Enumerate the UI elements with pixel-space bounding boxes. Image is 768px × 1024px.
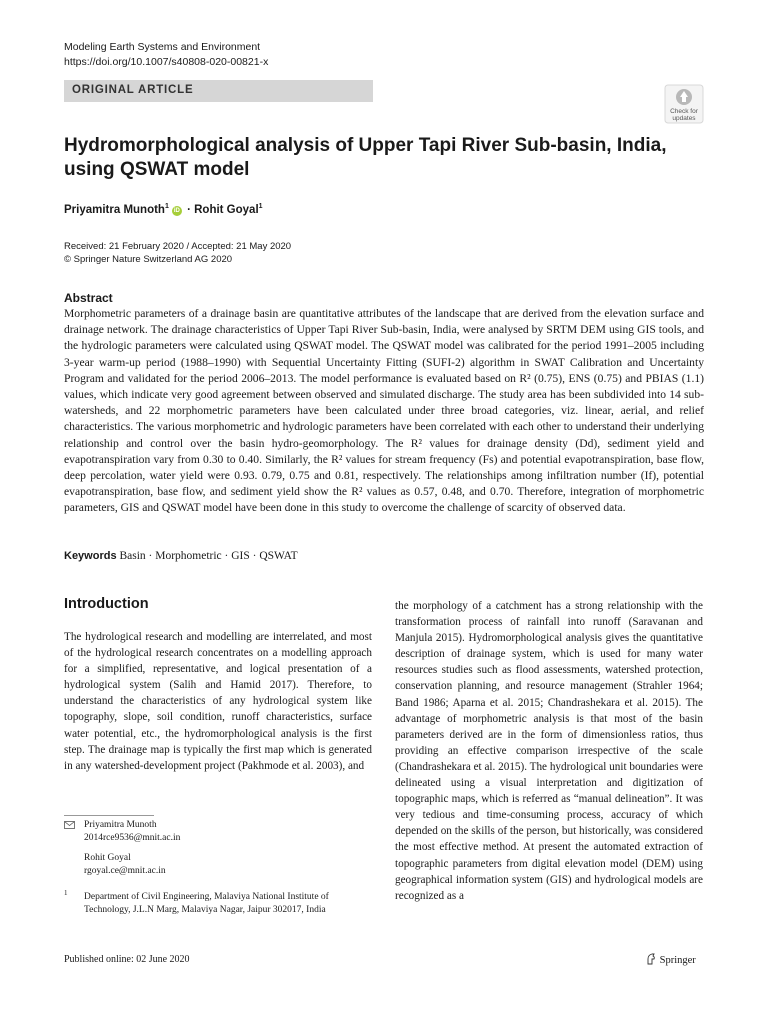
author-separator: · bbox=[183, 203, 195, 216]
journal-name: Modeling Earth Systems and Environment bbox=[64, 41, 261, 53]
second-author-contact bbox=[84, 852, 166, 878]
abstract-text: Morphometric parameters of a drainage basin are quantitative attributes of the landscape that are derived from the elevation surface and drainage network. The drainage characteristics of Upper Tapi River Sub-basin, India, were analysed by SRTM DEM using GIS tools, and the hydrologic parameters were calculated using QSWAT model. The QSWAT model was calibrated for the period 1991–2005 including 3-year warm-up period (1988–1990) with Sequential Uncertainty Fitting (SUFI-2) algorithm in SWAT Calibration and Uncertainty Program and validated for the period 2006–2013. The model performance is evaluated based on R² (0.75), ENS (0.75) and PBIAS (1.1) values, which indicate very good agreement between observed and simulated discharge. The study area has been subdivided into 14 sub-watersheds, and 22 morphometric parameters have been calculated under three broad categories, viz. linear, aerial, and relief characteristics. The various morphometric and hydrologic parameters have been correlated with each other to understand their underlying relationship and control over the basin hydro-geomorphology. The R² values for drainage density (Dd), sediment yield and evapotranspiration vary from 0.30 to 0.40. Similarly, the R² values for stream frequency (Fs) and potential evapotranspiration, base flow, deep percolation, water yield were 0.93. 0.79, 0.75 and 0.81, respectively. The relationships among infiltration number (If), potential evapotranspiration, base flow, and sediment yield show the R² values as 0.57, 0.48, and 0.70. Therefore, integration of morphometric parameters, GIS and QSWAT model have been done in this study to overcome the challenge of scarcity of observed data. bbox=[64, 307, 704, 515]
affiliation-marker: 1 bbox=[164, 203, 169, 210]
springer-horse-icon bbox=[645, 953, 657, 965]
affiliation-number: 1 bbox=[64, 889, 68, 897]
abstract-heading: Abstract bbox=[64, 291, 113, 305]
published-date: Published online: 02 June 2020 bbox=[64, 954, 190, 965]
keywords-list: Basin · Morphometric · GIS · QSWAT bbox=[119, 550, 298, 562]
publisher-name: Springer bbox=[659, 955, 696, 966]
footnote-divider bbox=[64, 815, 154, 816]
crossmark-text-1: Check for bbox=[670, 108, 698, 115]
article-type-label: ORIGINAL ARTICLE bbox=[72, 84, 194, 96]
article-type-bar bbox=[64, 80, 373, 102]
article-dates bbox=[64, 240, 291, 266]
contact-email[interactable]: rgoyal.ce@mnit.ac.in bbox=[84, 866, 166, 876]
contact-email[interactable]: 2014rce9536@mnit.ac.in bbox=[84, 833, 181, 843]
contact-name: Rohit Goyal bbox=[84, 853, 131, 863]
crossmark-label bbox=[664, 108, 704, 122]
corresponding-author bbox=[84, 819, 180, 845]
envelope-icon bbox=[64, 821, 75, 829]
author-list bbox=[64, 203, 263, 216]
doi-link[interactable]: https://doi.org/10.1007/s40808-020-00821-x bbox=[64, 56, 269, 68]
publisher-logo bbox=[645, 953, 696, 966]
keywords bbox=[64, 550, 298, 562]
author-name[interactable]: Priyamitra Munoth bbox=[64, 203, 165, 216]
article-title: Hydromorphological analysis of Upper Tapi River Sub-basin, India, using QSWAT model bbox=[64, 135, 667, 180]
affiliation-text: Department of Civil Engineering, Malaviya National Institute of Technology, J.L.N Marg, Malaviya Nagar, Jaipur 302017, India bbox=[84, 892, 329, 915]
intro-right-column: the morphology of a catchment has a strong relationship with the transformation process of rainfall into runoff (Saravanan and Manjula 2015). Hydromorphological analysis gives the quantitative description of drainage system, which is used for many water resources studies such as flood assessments, watershed protection, conservation planning, and resource management (Strahler 1964; Band 1986; Aparna et al. 2015; Chandrashekara et al. 2015). The advantage of morphometric analysis is that most of the basin parameters derived are in the form of dimensionless ratios, thus providing an effective comparison irrespective of the scale (Chandrashekara et al. 2015). The hydrological unit boundaries were delineated using a visual interpretation and digitization of topographic maps, which is referred as “manual delineation”. It was very tedious and time-consuming process, accuracy of which depended on the skills of the person, but historically, was considered the most effective method. At present the automated extraction of topographic parameters from digital elevation model (DEM) using geographical information system (GIS) and hydrological models are recognized as a bbox=[395, 600, 703, 902]
received-accepted: Received: 21 February 2020 / Accepted: 21 May 2020 bbox=[64, 241, 292, 252]
section-heading: Introduction bbox=[64, 596, 149, 612]
author-name[interactable]: Rohit Goyal bbox=[194, 203, 259, 216]
keywords-label: Keywords bbox=[64, 550, 117, 562]
copyright: © Springer Nature Switzerland AG 2020 bbox=[64, 254, 233, 265]
contact-name: Priyamitra Munoth bbox=[84, 820, 157, 830]
affiliation-marker: 1 bbox=[258, 203, 263, 210]
orcid-icon[interactable]: iD bbox=[173, 207, 180, 214]
crossmark-text-2: updates bbox=[672, 115, 696, 122]
intro-left-column: The hydrological research and modelling are interrelated, and most of the hydrological research concentrates on a modelling approach for a simplified, representative, and logical presentation of a hydrological system (Salih and Hamid 2017). Therefore, to understand the characteristics of any hydrological system like topography, slope, soil condition, runoff characteristics, surface water potential, etc., the hydromorphological analysis is the first step. The drainage map is typically the first map which is generated in any watershed-development project (Pakhmode et al. 2003), and bbox=[64, 631, 372, 772]
